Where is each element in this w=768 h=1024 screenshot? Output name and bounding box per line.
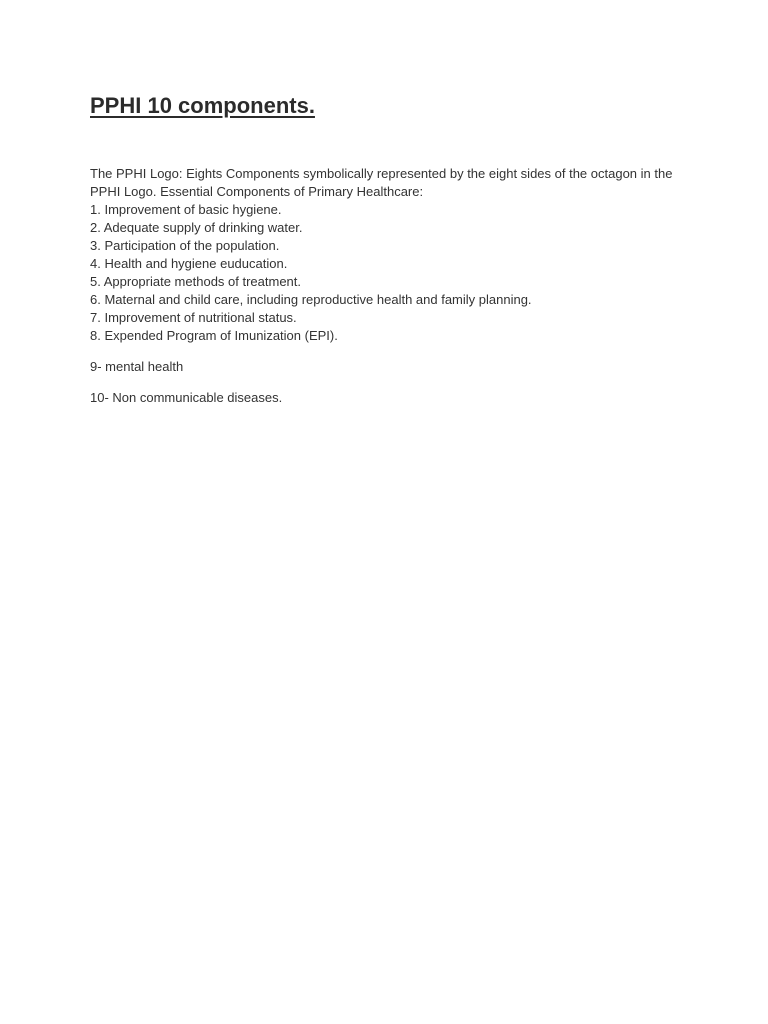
page-title: PPHI 10 components. [90, 93, 315, 118]
extra-item-9: 9- mental health [90, 359, 184, 374]
list-item: 7. Improvement of nutritional status. [90, 310, 297, 325]
components-list [90, 201, 690, 345]
list-item: 5. Appropriate methods of treatment. [90, 274, 302, 289]
list-item: 6. Maternal and child care, including reproductive health and family planning. [90, 292, 532, 307]
list-item: 1. Improvement of basic hygiene. [90, 202, 282, 217]
extra-item-10: 10- Non communicable diseases. [90, 390, 283, 405]
document-content [90, 92, 690, 407]
list-item: 2. Adequate supply of drinking water. [90, 220, 303, 235]
list-item: 4. Health and hygiene euducation. [90, 256, 288, 271]
list-item: 3. Participation of the population. [90, 238, 280, 253]
intro-paragraph: The PPHI Logo: Eights Components symbolically represented by the eight sides of the octagon in the PPHI Logo. Essential Components of Primary Healthcare: [90, 166, 673, 199]
list-item: 8. Expended Program of Imunization (EPI). [90, 328, 338, 343]
